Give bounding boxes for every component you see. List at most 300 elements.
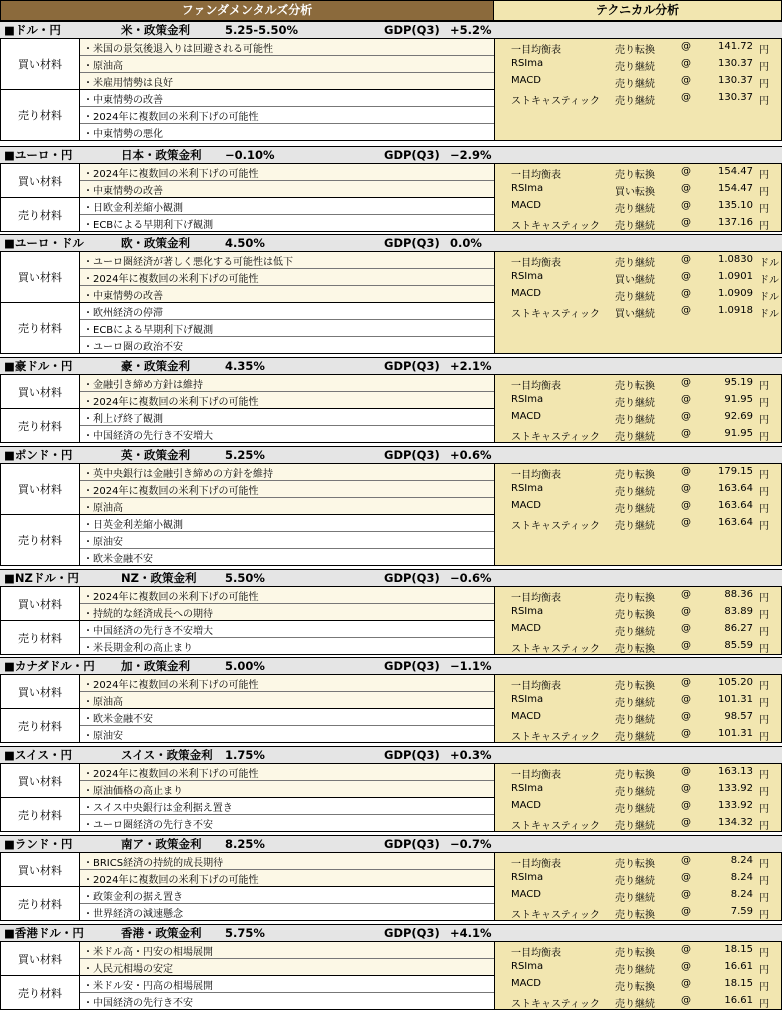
at-mark: @ — [681, 606, 691, 617]
price-unit: 円 — [759, 893, 769, 904]
indicator-name: MACD — [511, 889, 541, 900]
at-mark: @ — [681, 183, 691, 194]
buy-factor-item: ・2024年に複数回の米利下げの可能性 — [80, 481, 494, 498]
technical-indicator-row — [495, 976, 782, 993]
indicator-price: 7.59 — [730, 906, 753, 917]
technical-indicator-row — [495, 638, 782, 655]
buy-factor-item: ・金融引き締め方針は維持 — [80, 375, 494, 392]
sell-factor-item: ・日欧金利差縮小観測 — [80, 198, 494, 215]
buy-factor-item: ・米ドル高・円安の相場展開 — [80, 942, 494, 959]
indicator-price: 18.15 — [724, 978, 753, 989]
buy-factor-item: ・米雇用情勢は良好 — [80, 73, 494, 90]
at-mark: @ — [681, 217, 691, 228]
indicator-signal: 売り継続 — [615, 96, 655, 107]
indicator-name: MACD — [511, 800, 541, 811]
price-unit: 円 — [759, 859, 769, 870]
indicator-signal: 売り継続 — [615, 627, 655, 638]
indicator-price: 8.24 — [730, 889, 753, 900]
gdp-label: GDP(Q3) — [384, 837, 440, 851]
gdp-label: GDP(Q3) — [384, 23, 440, 37]
pair-title-row — [0, 657, 782, 675]
buy-factor-item: ・英中央銀行は金融引き締めの方針を維持 — [80, 464, 494, 481]
buy-factor-item: ・ユーロ圏経済が著しく悪化する可能性は低下 — [80, 252, 494, 269]
policy-rate-label: 加・政策金利 — [121, 659, 190, 673]
indicator-signal: 売り継続 — [615, 504, 655, 515]
technical-indicator-row — [495, 73, 782, 90]
indicator-signal: 売り継続 — [615, 521, 655, 532]
technical-indicator-row — [495, 409, 782, 426]
technical-indicator-row — [495, 498, 782, 515]
indicator-signal: 売り継続 — [615, 398, 655, 409]
technical-indicator-row — [495, 621, 782, 638]
technical-indicator-row — [495, 481, 782, 498]
price-unit: 円 — [759, 715, 769, 726]
pair-title-row — [0, 234, 782, 252]
technical-indicator-row — [495, 303, 782, 320]
indicator-price: 137.16 — [718, 217, 753, 228]
buy-factors-label: 買い材料 — [0, 853, 80, 887]
price-unit: 円 — [759, 487, 769, 498]
buy-factor-item: ・持続的な経済成長への期待 — [80, 604, 494, 621]
policy-rate-value: 8.25% — [225, 837, 265, 851]
indicator-name: 一目均衡表 — [511, 258, 561, 269]
at-mark: @ — [681, 817, 691, 828]
technical-indicator-row — [495, 942, 782, 959]
at-mark: @ — [681, 288, 691, 299]
at-mark: @ — [681, 711, 691, 722]
gdp-value: +0.6% — [450, 448, 492, 462]
indicator-price: 135.10 — [718, 200, 753, 211]
technical-panel — [494, 853, 782, 921]
indicator-name: MACD — [511, 978, 541, 989]
price-unit: 円 — [759, 821, 769, 832]
indicator-price: 98.57 — [724, 711, 753, 722]
price-unit: 円 — [759, 62, 769, 73]
buy-factor-item: ・米国の景気後退入りは回避される可能性 — [80, 39, 494, 56]
indicator-price: 91.95 — [724, 428, 753, 439]
at-mark: @ — [681, 271, 691, 282]
at-mark: @ — [681, 41, 691, 52]
indicator-name: ストキャスティック — [511, 96, 600, 107]
policy-rate-value: 5.50% — [225, 571, 265, 585]
technical-indicator-row — [495, 515, 782, 532]
sell-factor-item: ・中東情勢の改善 — [80, 90, 494, 107]
price-unit: 円 — [759, 593, 769, 604]
sell-factors-label: 売り材料 — [0, 303, 80, 354]
indicator-name: ストキャスティック — [511, 644, 600, 655]
price-unit: 円 — [759, 381, 769, 392]
technical-indicator-row — [495, 90, 782, 107]
price-unit: 円 — [759, 221, 769, 232]
technical-indicator-row — [495, 904, 782, 921]
indicator-name: MACD — [511, 623, 541, 634]
indicator-price: 86.27 — [724, 623, 753, 634]
technical-panel — [494, 464, 782, 566]
technical-panel — [494, 675, 782, 743]
at-mark: @ — [681, 377, 691, 388]
sell-factors-label: 売り材料 — [0, 709, 80, 743]
indicator-signal: 売り継続 — [615, 221, 655, 232]
pair-title-row — [0, 746, 782, 764]
policy-rate-label: 南ア・政策金利 — [121, 837, 202, 851]
at-mark: @ — [681, 640, 691, 651]
indicator-name: MACD — [511, 500, 541, 511]
at-mark: @ — [681, 800, 691, 811]
at-mark: @ — [681, 995, 691, 1006]
sell-factor-item: ・世界経済の減速懸念 — [80, 904, 494, 921]
price-unit: 円 — [759, 415, 769, 426]
buy-factors-label: 買い材料 — [0, 587, 80, 621]
indicator-price: 92.69 — [724, 411, 753, 422]
price-unit: ドル — [759, 292, 779, 303]
at-mark: @ — [681, 694, 691, 705]
gdp-label: GDP(Q3) — [384, 448, 440, 462]
technical-indicator-row — [495, 464, 782, 481]
indicator-signal: 売り継続 — [615, 292, 655, 303]
pair-name: ■豪ドル・円 — [4, 359, 73, 373]
sell-factor-item: ・中東情勢の悪化 — [80, 124, 494, 141]
indicator-price: 133.92 — [718, 800, 753, 811]
pair-name: ■ユーロ・ドル — [4, 236, 84, 250]
gdp-label: GDP(Q3) — [384, 148, 440, 162]
technical-indicator-row — [495, 375, 782, 392]
sell-factor-item: ・原油安 — [80, 532, 494, 549]
price-unit: 円 — [759, 521, 769, 532]
gdp-value: +2.1% — [450, 359, 492, 373]
indicator-name: 一目均衡表 — [511, 770, 561, 781]
indicator-signal: 売り継続 — [615, 258, 655, 269]
price-unit: 円 — [759, 45, 769, 56]
at-mark: @ — [681, 428, 691, 439]
pair-name: ■香港ドル・円 — [4, 926, 84, 940]
technical-indicator-row — [495, 709, 782, 726]
indicator-signal: 買い継続 — [615, 275, 655, 286]
technical-indicator-row — [495, 604, 782, 621]
price-unit: 円 — [759, 982, 769, 993]
indicator-price: 130.37 — [718, 75, 753, 86]
buy-factors-label: 買い材料 — [0, 39, 80, 90]
pair-title-row — [0, 357, 782, 375]
indicator-name: RSIma — [511, 606, 544, 617]
at-mark: @ — [681, 589, 691, 600]
policy-rate-value: 5.25-5.50% — [225, 23, 299, 37]
pair-name: ■ドル・円 — [4, 23, 61, 37]
indicator-price: 88.36 — [724, 589, 753, 600]
indicator-name: 一目均衡表 — [511, 948, 561, 959]
buy-factors-label: 買い材料 — [0, 675, 80, 709]
technical-indicator-row — [495, 426, 782, 443]
indicator-name: MACD — [511, 200, 541, 211]
indicator-name: 一目均衡表 — [511, 45, 561, 56]
sheet-header-row — [0, 0, 782, 21]
sell-factors-label: 売り材料 — [0, 515, 80, 566]
technical-panel — [494, 764, 782, 832]
indicator-name: RSIma — [511, 483, 544, 494]
price-unit: 円 — [759, 398, 769, 409]
price-unit: 円 — [759, 610, 769, 621]
indicator-signal: 売り継続 — [615, 732, 655, 743]
at-mark: @ — [681, 906, 691, 917]
price-unit: ドル — [759, 275, 779, 286]
sell-factor-item: ・ユーロ圏の政治不安 — [80, 337, 494, 354]
indicator-price: 130.37 — [718, 92, 753, 103]
indicator-signal: 売り継続 — [615, 715, 655, 726]
technical-panel — [494, 252, 782, 354]
sell-factor-item: ・ユーロ圏経済の先行き不安 — [80, 815, 494, 832]
sell-factor-item: ・ECBによる早期利下げ観測 — [80, 320, 494, 337]
indicator-name: MACD — [511, 711, 541, 722]
indicator-name: ストキャスティック — [511, 432, 600, 443]
technical-indicator-row — [495, 870, 782, 887]
at-mark: @ — [681, 961, 691, 972]
policy-rate-label: 日本・政策金利 — [121, 148, 202, 162]
indicator-price: 163.64 — [718, 483, 753, 494]
indicator-price: 134.32 — [718, 817, 753, 828]
price-unit: ドル — [759, 309, 779, 320]
indicator-price: 1.0830 — [718, 254, 753, 265]
indicator-name: 一目均衡表 — [511, 593, 561, 604]
indicator-signal: 売り継続 — [615, 787, 655, 798]
at-mark: @ — [681, 58, 691, 69]
at-mark: @ — [681, 728, 691, 739]
indicator-signal: 売り継続 — [615, 698, 655, 709]
indicator-signal: 売り転換 — [615, 948, 655, 959]
at-mark: @ — [681, 75, 691, 86]
gdp-value: −0.6% — [450, 571, 492, 585]
indicator-name: ストキャスティック — [511, 309, 600, 320]
at-mark: @ — [681, 305, 691, 316]
buy-factor-item: ・2024年に複数回の米利下げの可能性 — [80, 675, 494, 692]
gdp-label: GDP(Q3) — [384, 359, 440, 373]
indicator-signal: 売り継続 — [615, 821, 655, 832]
price-unit: 円 — [759, 698, 769, 709]
at-mark: @ — [681, 766, 691, 777]
indicator-price: 141.72 — [718, 41, 753, 52]
pair-name: ■ユーロ・円 — [4, 148, 73, 162]
at-mark: @ — [681, 855, 691, 866]
buy-factor-item: ・2024年に複数回の米利下げの可能性 — [80, 269, 494, 286]
price-unit: 円 — [759, 876, 769, 887]
indicator-signal: 売り継続 — [615, 62, 655, 73]
indicator-signal: 売り継続 — [615, 804, 655, 815]
pair-name: ■NZドル・円 — [4, 571, 79, 585]
price-unit: 円 — [759, 681, 769, 692]
indicator-price: 154.47 — [718, 166, 753, 177]
technical-header: テクニカル分析 — [493, 0, 782, 21]
indicator-price: 8.24 — [730, 855, 753, 866]
at-mark: @ — [681, 517, 691, 528]
price-unit: 円 — [759, 644, 769, 655]
indicator-name: RSIma — [511, 694, 544, 705]
indicator-price: 105.20 — [718, 677, 753, 688]
policy-rate-label: 英・政策金利 — [121, 448, 190, 462]
price-unit: 円 — [759, 999, 769, 1010]
pair-title-row — [0, 924, 782, 942]
sell-factors-label: 売り材料 — [0, 621, 80, 655]
buy-factor-item: ・原油高 — [80, 498, 494, 515]
price-unit: 円 — [759, 948, 769, 959]
indicator-name: ストキャスティック — [511, 732, 600, 743]
indicator-price: 163.64 — [718, 500, 753, 511]
gdp-label: GDP(Q3) — [384, 748, 440, 762]
indicator-price: 101.31 — [718, 694, 753, 705]
at-mark: @ — [681, 411, 691, 422]
at-mark: @ — [681, 166, 691, 177]
sell-factor-item: ・欧州経済の停滞 — [80, 303, 494, 320]
pair-title-row — [0, 146, 782, 164]
fundamental-header: ファンダメンタルズ分析 — [0, 0, 494, 21]
technical-indicator-row — [495, 164, 782, 181]
indicator-signal: 売り転換 — [615, 644, 655, 655]
price-unit: 円 — [759, 504, 769, 515]
indicator-signal: 売り転換 — [615, 45, 655, 56]
buy-factor-item: ・中東情勢の改善 — [80, 181, 494, 198]
indicator-name: RSIma — [511, 872, 544, 883]
sell-factor-item: ・米ドル安・円高の相場展開 — [80, 976, 494, 993]
technical-panel — [494, 164, 782, 232]
indicator-price: 133.92 — [718, 783, 753, 794]
gdp-value: 0.0% — [450, 236, 482, 250]
indicator-price: 130.37 — [718, 58, 753, 69]
indicator-signal: 売り転換 — [615, 610, 655, 621]
policy-rate-label: 欧・政策金利 — [121, 236, 190, 250]
indicator-signal: 売り転換 — [615, 381, 655, 392]
indicator-signal: 売り継続 — [615, 999, 655, 1010]
sell-factor-item: ・欧米金融不安 — [80, 709, 494, 726]
indicator-signal: 売り転換 — [615, 770, 655, 781]
indicator-signal: 売り転換 — [615, 910, 655, 921]
gdp-label: GDP(Q3) — [384, 659, 440, 673]
at-mark: @ — [681, 254, 691, 265]
policy-rate-label: NZ・政策金利 — [121, 571, 197, 585]
gdp-value: −1.1% — [450, 659, 492, 673]
buy-factors-label: 買い材料 — [0, 464, 80, 515]
indicator-name: 一目均衡表 — [511, 170, 561, 181]
buy-factor-item: ・原油価格の高止まり — [80, 781, 494, 798]
sell-factor-item: ・ECBによる早期利下げ観測 — [80, 215, 494, 232]
indicator-price: 8.24 — [730, 872, 753, 883]
policy-rate-label: 豪・政策金利 — [121, 359, 190, 373]
indicator-price: 101.31 — [718, 728, 753, 739]
buy-factor-item: ・人民元相場の安定 — [80, 959, 494, 976]
indicator-price: 1.0909 — [718, 288, 753, 299]
technical-indicator-row — [495, 815, 782, 832]
indicator-signal: 買い継続 — [615, 309, 655, 320]
at-mark: @ — [681, 200, 691, 211]
policy-rate-value: 5.00% — [225, 659, 265, 673]
sell-factor-item: ・中国経済の先行き不安 — [80, 993, 494, 1010]
at-mark: @ — [681, 466, 691, 477]
pair-name: ■カナダドル・円 — [4, 659, 95, 673]
gdp-value: −2.9% — [450, 148, 492, 162]
technical-indicator-row — [495, 269, 782, 286]
indicator-price: 18.15 — [724, 944, 753, 955]
policy-rate-label: 香港・政策金利 — [121, 926, 202, 940]
price-unit: 円 — [759, 770, 769, 781]
buy-factor-item: ・BRICS経済の持続的成長期待 — [80, 853, 494, 870]
indicator-name: ストキャスティック — [511, 221, 600, 232]
indicator-price: 1.0901 — [718, 271, 753, 282]
indicator-price: 16.61 — [724, 995, 753, 1006]
indicator-name: 一目均衡表 — [511, 859, 561, 870]
buy-factor-item: ・2024年に複数回の米利下げの可能性 — [80, 164, 494, 181]
indicator-signal: 売り継続 — [615, 965, 655, 976]
pair-title-row — [0, 835, 782, 853]
buy-factors-label: 買い材料 — [0, 375, 80, 409]
buy-factors-label: 買い材料 — [0, 764, 80, 798]
indicator-price: 16.61 — [724, 961, 753, 972]
buy-factor-item: ・原油高 — [80, 692, 494, 709]
technical-indicator-row — [495, 587, 782, 604]
at-mark: @ — [681, 677, 691, 688]
technical-indicator-row — [495, 798, 782, 815]
indicator-signal: 買い転換 — [615, 187, 655, 198]
technical-indicator-row — [495, 675, 782, 692]
indicator-signal: 売り継続 — [615, 876, 655, 887]
technical-indicator-row — [495, 853, 782, 870]
indicator-price: 154.47 — [718, 183, 753, 194]
indicator-name: RSIma — [511, 271, 544, 282]
indicator-signal: 売り転換 — [615, 170, 655, 181]
gdp-value: +0.3% — [450, 748, 492, 762]
indicator-name: RSIma — [511, 58, 544, 69]
at-mark: @ — [681, 394, 691, 405]
sell-factors-label: 売り材料 — [0, 798, 80, 832]
policy-rate-value: 1.75% — [225, 748, 265, 762]
at-mark: @ — [681, 889, 691, 900]
gdp-value: −0.7% — [450, 837, 492, 851]
indicator-signal: 売り転換 — [615, 470, 655, 481]
technical-indicator-row — [495, 39, 782, 56]
sell-factor-item: ・中国経済の先行き不安増大 — [80, 426, 494, 443]
buy-factor-item: ・2024年に複数回の米利下げの可能性 — [80, 587, 494, 604]
gdp-value: +5.2% — [450, 23, 492, 37]
indicator-name: MACD — [511, 288, 541, 299]
indicator-name: MACD — [511, 75, 541, 86]
buy-factor-item: ・中東情勢の改善 — [80, 286, 494, 303]
sell-factors-label: 売り材料 — [0, 198, 80, 232]
at-mark: @ — [681, 944, 691, 955]
policy-rate-value: −0.10% — [225, 148, 275, 162]
at-mark: @ — [681, 978, 691, 989]
indicator-signal: 売り継続 — [615, 79, 655, 90]
buy-factor-item: ・2024年に複数回の米利下げの可能性 — [80, 392, 494, 409]
indicator-price: 95.19 — [724, 377, 753, 388]
at-mark: @ — [681, 483, 691, 494]
at-mark: @ — [681, 500, 691, 511]
price-unit: 円 — [759, 170, 769, 181]
gdp-label: GDP(Q3) — [384, 571, 440, 585]
technical-indicator-row — [495, 181, 782, 198]
price-unit: 円 — [759, 804, 769, 815]
indicator-name: 一目均衡表 — [511, 381, 561, 392]
indicator-signal: 売り継続 — [615, 415, 655, 426]
indicator-price: 179.15 — [718, 466, 753, 477]
indicator-signal: 売り転換 — [615, 859, 655, 870]
price-unit: 円 — [759, 965, 769, 976]
pair-title-row — [0, 569, 782, 587]
technical-indicator-row — [495, 215, 782, 232]
technical-indicator-row — [495, 56, 782, 73]
indicator-name: ストキャスティック — [511, 821, 600, 832]
sell-factor-item: ・欧米金融不安 — [80, 549, 494, 566]
indicator-price: 85.59 — [724, 640, 753, 651]
sell-factor-item: ・中国経済の先行き不安増大 — [80, 621, 494, 638]
buy-factors-label: 買い材料 — [0, 164, 80, 198]
indicator-name: MACD — [511, 411, 541, 422]
sell-factor-item: ・原油安 — [80, 726, 494, 743]
price-unit: 円 — [759, 432, 769, 443]
